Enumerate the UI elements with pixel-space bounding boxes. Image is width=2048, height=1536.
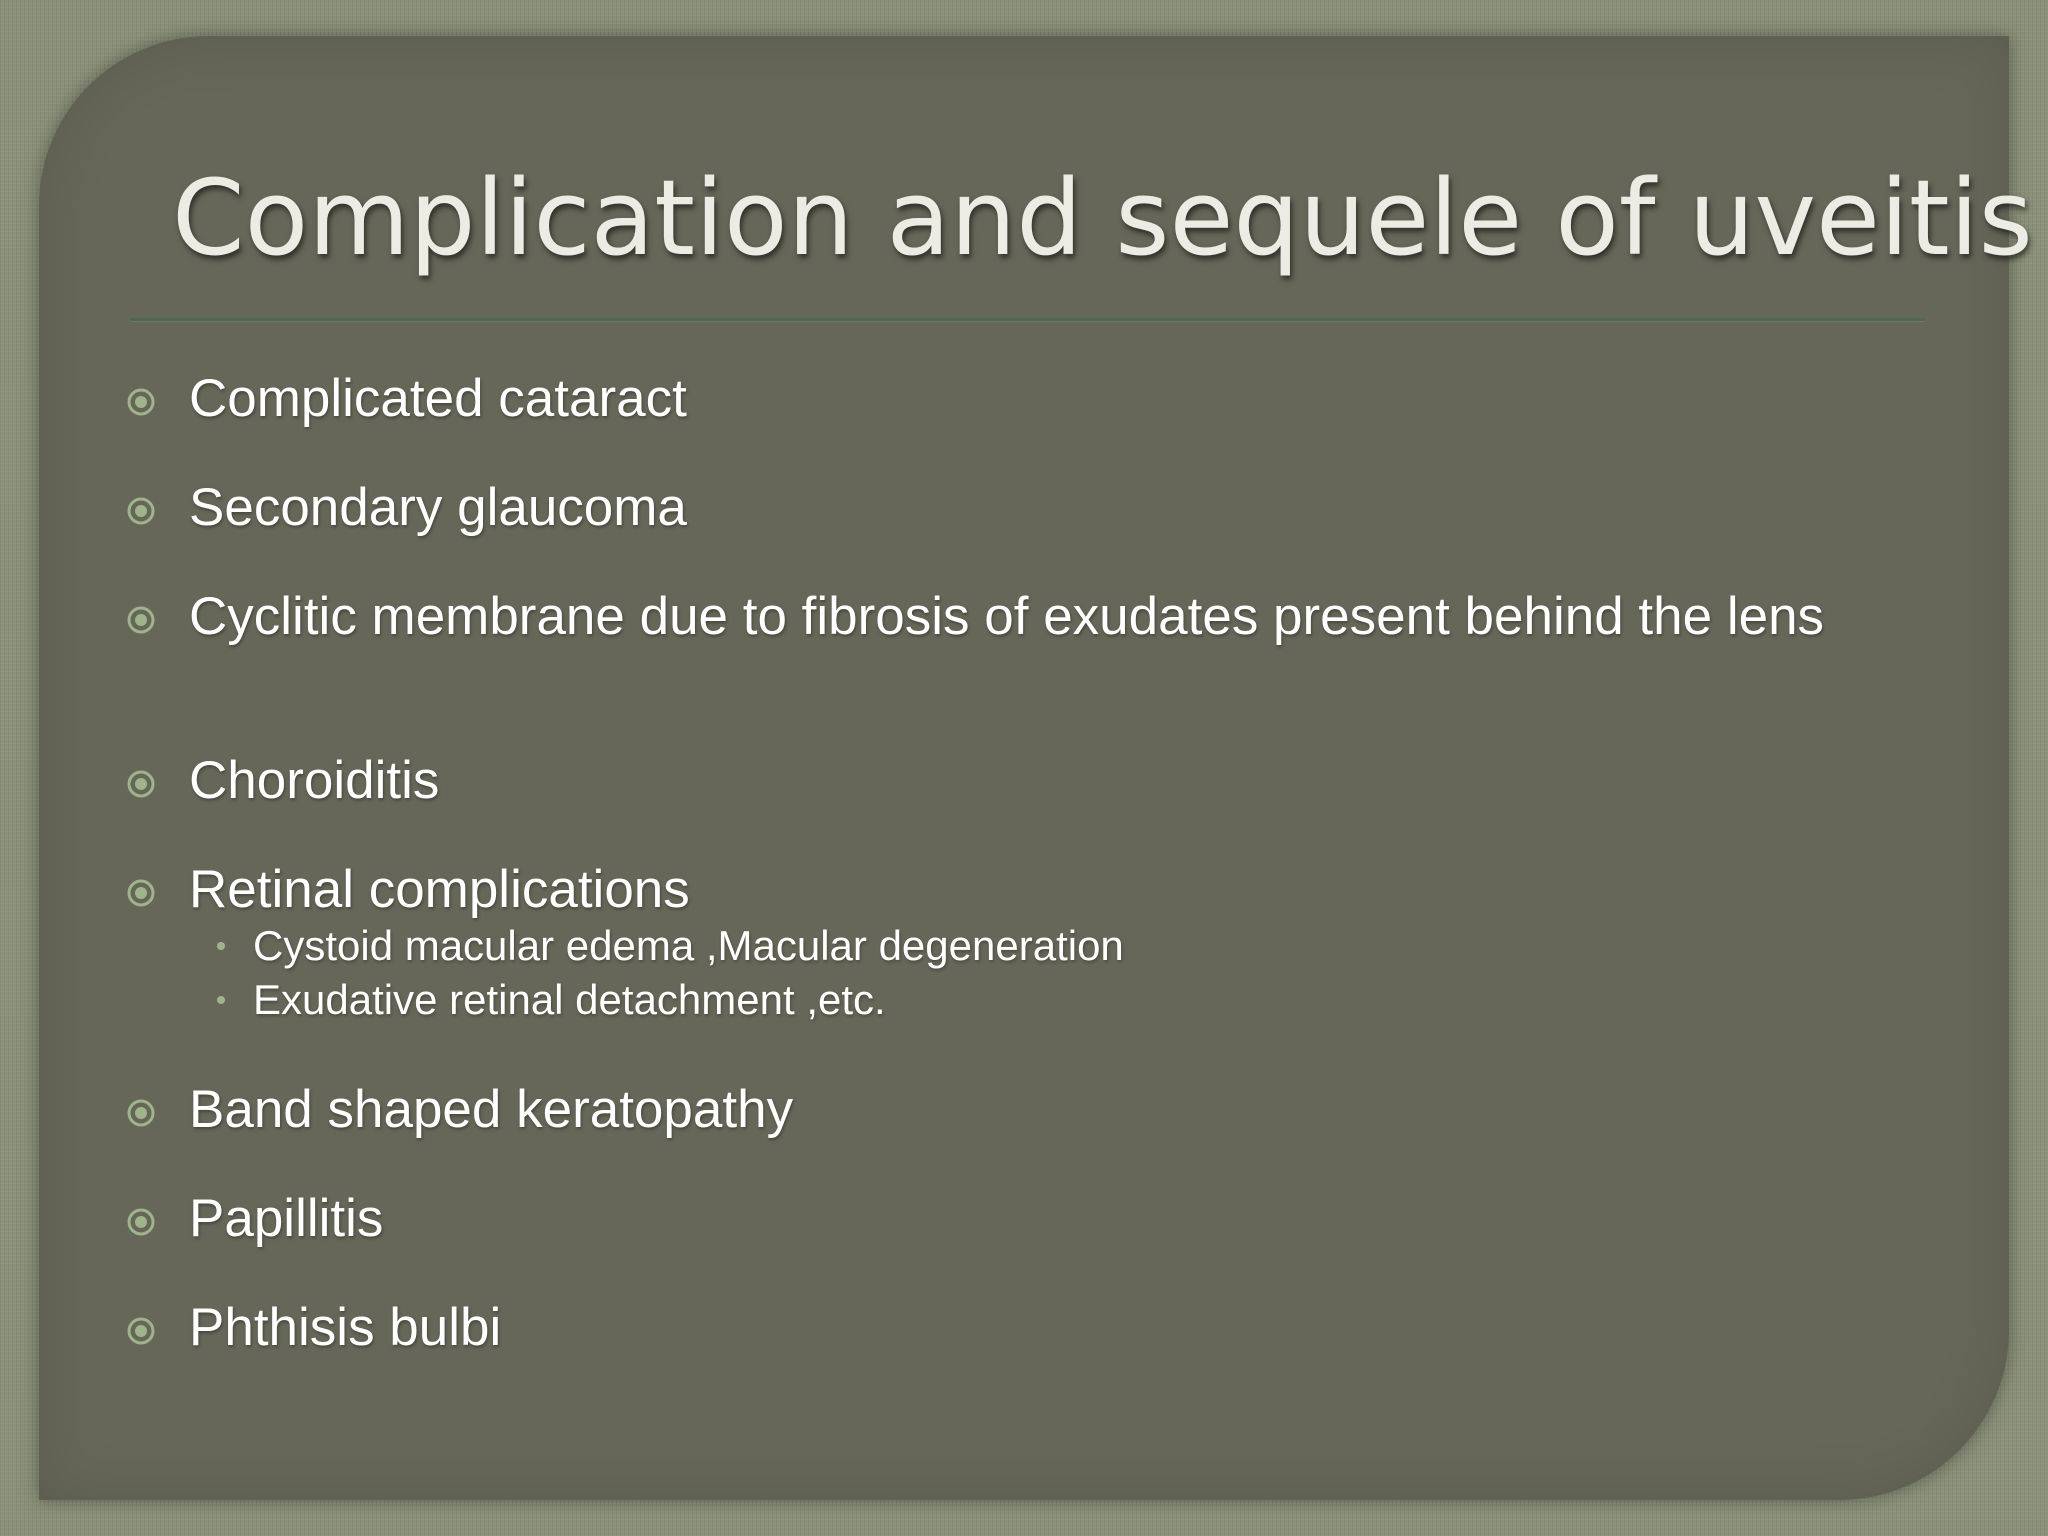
sub-list-item (126, 919, 1886, 973)
list-item (126, 861, 1886, 1027)
circled-dot-icon (126, 769, 156, 799)
list-item (126, 1299, 1886, 1357)
dot-icon (217, 942, 225, 950)
dot-icon (217, 996, 225, 1004)
slide-title: Complication and sequele of uveitis (172, 157, 2033, 279)
bullet-text: Papillitis (189, 1189, 384, 1248)
bullet-text: Retinal complications (189, 860, 690, 919)
bullet-text: Complicated cataract (189, 369, 687, 428)
circled-dot-icon (126, 605, 156, 635)
list-item (126, 588, 1886, 646)
sub-list-item (126, 973, 1886, 1027)
list-item (126, 370, 1886, 428)
bullet-text: Secondary glaucoma (189, 478, 687, 537)
list-item (126, 479, 1886, 537)
bullet-text: Phthisis bulbi (189, 1298, 502, 1357)
sub-bullet-text: Exudative retinal detachment ,etc. (253, 976, 886, 1023)
list-item (126, 752, 1886, 810)
circled-dot-icon (126, 1207, 156, 1237)
list-item (126, 1190, 1886, 1248)
circled-dot-icon (126, 878, 156, 908)
circled-dot-icon (126, 1316, 156, 1346)
bullet-text: Cyclitic membrane due to fibrosis of exudates present behind the lens (189, 587, 1825, 646)
sub-bullet-text: Cystoid macular edema ,Macular degeneration (253, 922, 1124, 969)
circled-dot-icon (126, 387, 156, 417)
circled-dot-icon (126, 496, 156, 526)
list-item (126, 1081, 1886, 1139)
bullet-text: Choroiditis (189, 751, 440, 810)
circled-dot-icon (126, 1098, 156, 1128)
bullet-text: Band shaped keratopathy (189, 1080, 794, 1139)
sub-bullet-list (126, 919, 1886, 1027)
